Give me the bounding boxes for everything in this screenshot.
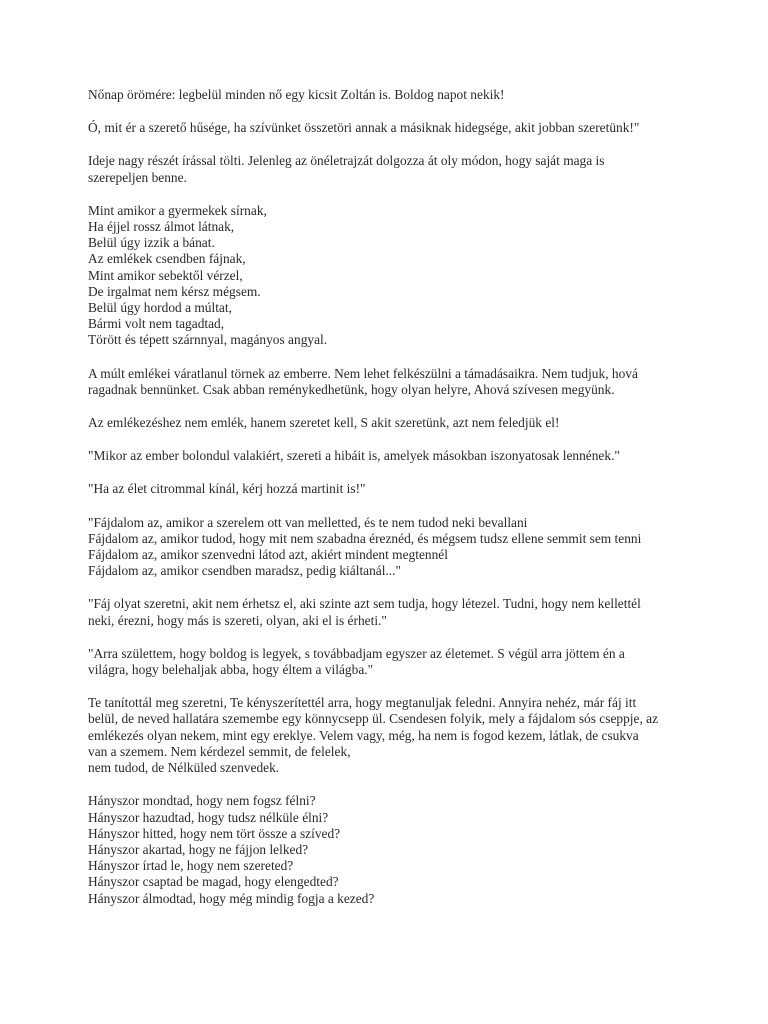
poem-line: Hányszor írtad le, hogy nem szereted? [88, 858, 294, 874]
text-line: Az emlékezéshez nem emlék, hanem szeretet kell, S akit szeretünk, azt nem feledjük el! [88, 415, 560, 431]
poem-line: Belül úgy izzik a bánat. [88, 235, 215, 251]
text-line: nem tudod, de Nélküled szenvedek. [88, 760, 280, 776]
text-line: Fájdalom az, amikor csendben maradsz, pedig kiáltanál..." [88, 563, 401, 579]
paragraph-te-tanitottal [88, 695, 688, 776]
paragraph-emlekezes [88, 415, 688, 431]
text-line: emlékezés olyan nekem, mint egy ereklye. Velem vagy, még, ha nem is fogod kezem, látlak, de csukva [88, 727, 639, 743]
document-page [88, 87, 688, 924]
quote-arra-szulettem [88, 646, 688, 678]
text-line: "Arra születtem, hogy boldog is legyek, s továbbadjam egyszer az életemet. S végül arra jöttem én a [88, 645, 625, 661]
quote-faj-olyat-szeretni [88, 596, 688, 628]
poem-line: Ha éjjel rossz álmot látnak, [88, 219, 235, 235]
text-line: "Fájdalom az, amikor a szerelem ott van melletted, és te nem tudod neki bevallani [88, 514, 528, 530]
poem-line: Bármi volt nem tagadtad, [88, 316, 225, 332]
text-line: világra, hogy belehaljak abba, hogy éltem a világba." [88, 662, 374, 678]
text-line: "Fáj olyat szeretni, akit nem érhetsz el, aki szinte azt sem tudja, hogy létezel. Tudni, hogy nem kellettél [88, 596, 641, 612]
text-line: Ó, mit ér a szerető hűsége, ha szívünket összetöri annak a másiknak hidegsége, akit jobban szeretünk!" [88, 120, 640, 136]
poem-line: Hányszor csaptad be magad, hogy elengedted? [88, 874, 339, 890]
text-line: van a szemem. Nem kérdezel semmit, de felelek, [88, 743, 351, 759]
text-line: ragadnak bennünket. Csak abban reménykedhetünk, hogy olyan helyre, Ahová szívesen megyünk. [88, 381, 615, 397]
quote-bolondul [88, 448, 688, 464]
poem-line: Törött és tépett szárnnyal, magányos angyal. [88, 332, 328, 348]
text-line: Fájdalom az, amikor szenvedni látod azt, akiért mindent megtennél [88, 547, 448, 563]
text-line: Fájdalom az, amikor tudod, hogy mit nem szabadna éreznéd, és mégsem tudsz ellene semmit sem tenni [88, 530, 642, 546]
poem-line: Hányszor hazudtad, hogy tudsz nélküle élni? [88, 809, 329, 825]
poem-hanyszor [88, 793, 688, 906]
text-line: Ideje nagy részét írással tölti. Jelenleg az önéletrajzát dolgozza át oly módon, hogy saját maga is [88, 153, 605, 169]
quote-citrom [88, 481, 688, 497]
text-line: "Ha az élet citrommal kínál, kérj hozzá martinit is!" [88, 481, 366, 497]
poem-line: Hányszor mondtad, hogy nem fogsz félni? [88, 793, 316, 809]
paragraph-nonap [88, 87, 688, 103]
poem-line: De irgalmat nem kérsz mégsem. [88, 283, 261, 299]
poem-line: Hányszor hitted, hogy nem tört össze a szíved? [88, 825, 341, 841]
poem-torott-angyal [88, 203, 688, 349]
text-line: Nőnap örömére: legbelül minden nő egy kicsit Zoltán is. Boldog napot nekik! [88, 87, 505, 102]
quote-fajdalom [88, 515, 688, 580]
poem-line: Mint amikor a gyermekek sírnak, [88, 202, 267, 218]
text-line: A múlt emlékei váratlanul törnek az emberre. Nem lehet felkészülni a támadásaikra. Nem tudjuk, hová [88, 365, 638, 381]
paragraph-szereto-husege [88, 120, 688, 136]
poem-line: Hányszor akartad, hogy ne fájjon lelked? [88, 841, 309, 857]
text-line: belül, de neved hallatára szemembe egy könnycsepp ül. Csendesen folyik, mely a fájdalom sós cseppje, az [88, 711, 659, 727]
text-line: "Mikor az ember bolondul valakiért, szereti a hibáit is, amelyek másokban iszonyatosak lennének." [88, 448, 620, 464]
text-line: szerepeljen benne. [88, 169, 187, 185]
poem-line: Hányszor álmodtad, hogy még mindig fogja a kezed? [88, 890, 375, 906]
text-line: neki, érezni, hogy más is szereti, olyan, aki el is érheti." [88, 612, 387, 628]
paragraph-irassal-tolti [88, 153, 688, 185]
poem-line: Belül úgy hordod a múltat, [88, 300, 232, 316]
poem-line: Az emlékek csendben fájnak, [88, 251, 246, 267]
text-line: Te tanítottál meg szeretni, Te kényszerítettél arra, hogy megtanuljak feledni. Annyira nehéz, már fáj itt [88, 695, 637, 711]
poem-line: Mint amikor sebektől vérzel, [88, 267, 243, 283]
paragraph-mult-emlekei [88, 366, 688, 398]
